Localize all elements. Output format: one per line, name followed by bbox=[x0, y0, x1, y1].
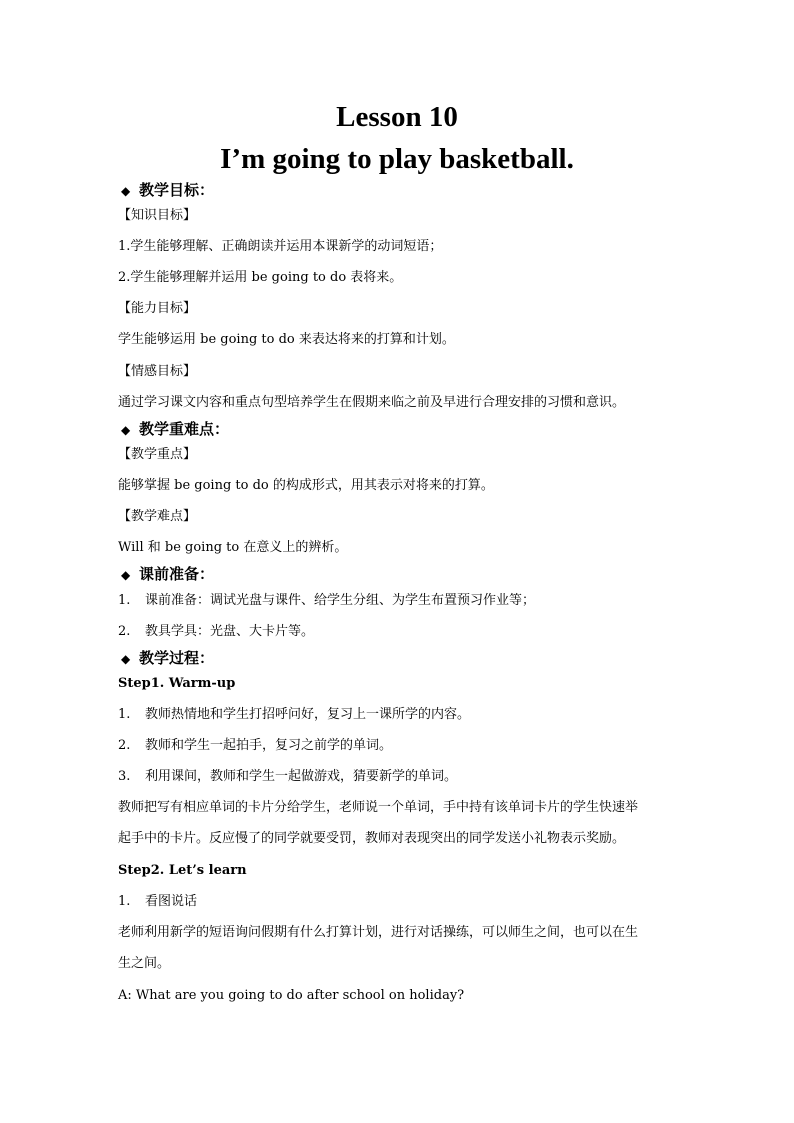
focus-label: 【教学重点】 bbox=[118, 447, 197, 462]
lesson-title: Lesson 10 bbox=[336, 101, 458, 133]
step2-paragraph-line-1: 老师利用新学的短语询问假期有什么打算计划，进行对话操练，可以师生之间，也可以在生 bbox=[118, 925, 639, 940]
list-item: 2. 教具学具：光盘、大卡片等。 bbox=[118, 624, 315, 639]
list-item: 1. 教师热情地和学生打招呼问好，复习上一课所学的内容。 bbox=[118, 707, 471, 722]
difficulty-item-1: Will 和 be going to 在意义上的辨析。 bbox=[118, 540, 348, 555]
ability-label: 【能力目标】 bbox=[118, 301, 197, 316]
list-item: 3. 利用课间，教师和学生一起做游戏，猜要新学的单词。 bbox=[118, 769, 458, 784]
knowledge-item-1: 1.学生能够理解、正确朗读并运用本课新学的动词短语； bbox=[118, 239, 443, 254]
section-heading-process: ◆ 教学过程： bbox=[121, 649, 215, 667]
knowledge-label: 【知识目标】 bbox=[118, 208, 197, 223]
section-heading-preparation: ◆ 课前准备： bbox=[121, 565, 215, 583]
knowledge-item-2: 2.学生能够理解并运用 be going to do 表将来。 bbox=[118, 270, 403, 285]
step2-paragraph-line-2: 生之间。 bbox=[118, 956, 171, 971]
list-item: 1. 看图说话 bbox=[118, 894, 198, 909]
ability-item-1: 学生能够运用 be going to do 来表达将来的打算和计划。 bbox=[118, 332, 455, 347]
diamond-icon: ◆ bbox=[121, 184, 131, 198]
list-item: 2. 教师和学生一起拍手，复习之前学的单词。 bbox=[118, 738, 393, 753]
step1-title: Step1. Warm-up bbox=[118, 676, 236, 691]
diamond-icon: ◆ bbox=[121, 652, 131, 666]
list-item: 1. 课前准备：调试光盘与课件、给学生分组、为学生布置预习作业等； bbox=[118, 593, 536, 608]
step2-title: Step2. Let’s learn bbox=[118, 863, 247, 878]
focus-item-1: 能够掌握 be going to do 的构成形式，用其表示对将来的打算。 bbox=[118, 478, 494, 493]
dialog-line-a: A: What are you going to do after school on holiday? bbox=[118, 988, 465, 1003]
lesson-subtitle: I’m going to play basketball. bbox=[220, 143, 574, 175]
section-heading-key-points: ◆ 教学重难点： bbox=[121, 420, 230, 438]
diamond-icon: ◆ bbox=[121, 568, 131, 582]
step1-paragraph-line-2: 起手中的卡片。反应慢了的同学就要受罚，教师对表现突出的同学发送小礼物表示奖励。 bbox=[118, 831, 626, 846]
emotion-item-1: 通过学习课文内容和重点句型培养学生在假期来临之前及早进行合理安排的习惯和意识。 bbox=[118, 395, 626, 410]
diamond-icon: ◆ bbox=[121, 423, 131, 437]
section-heading-objectives: ◆ 教学目标： bbox=[121, 181, 215, 199]
emotion-label: 【情感目标】 bbox=[118, 364, 197, 379]
difficulty-label: 【教学难点】 bbox=[118, 509, 197, 524]
step1-paragraph-line-1: 教师把写有相应单词的卡片分给学生，老师说一个单词，手中持有该单词卡片的学生快速举 bbox=[118, 800, 639, 815]
